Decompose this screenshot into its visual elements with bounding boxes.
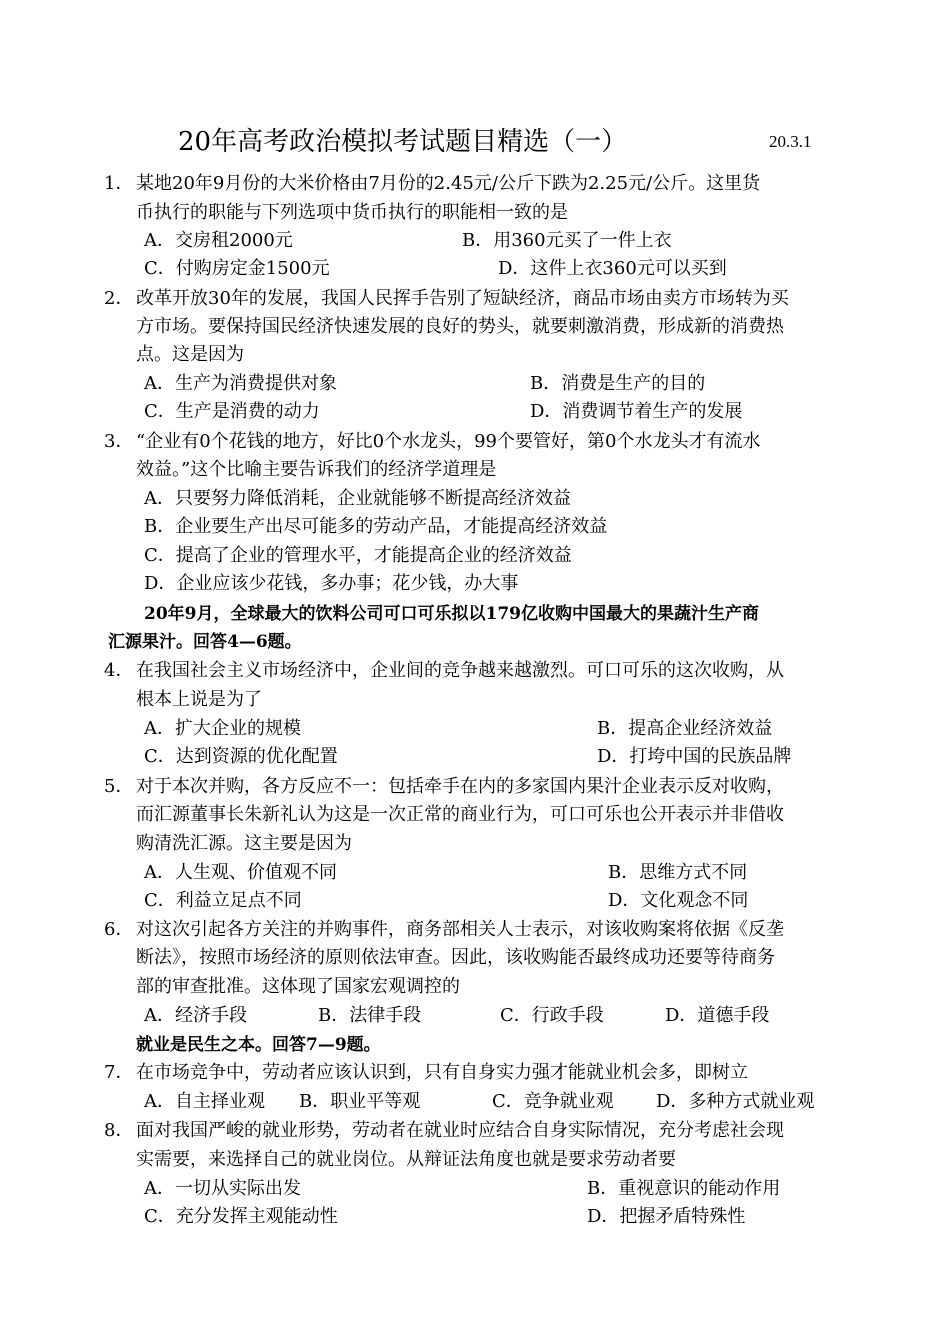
question-text: 面对我国严峻的就业形势，劳动者在就业时应结合自身实际情况，充分考虑社会现 <box>136 1120 784 1141</box>
question-number: 5． <box>104 776 134 797</box>
question-text: 改革开放30年的发展，我国人民挥手告别了短缺经济，商品市场由卖方市场转为买 <box>136 288 789 309</box>
passage-text: 20年9月，全球最大的饮料公司可口可乐拟以179亿收购中国最大的果蔬汁生产商 <box>144 604 759 624</box>
option-b: B．法律手段 <box>318 1005 422 1026</box>
question-text: “企业有0个花钱的地方，好比0个水龙头，99个要管好，第0个水龙头才有流水 <box>136 431 761 452</box>
option-c: C．充分发挥主观能动性 <box>144 1206 338 1227</box>
option-d: D．文化观念不同 <box>608 890 749 911</box>
passage-text: 就业是民生之本。回答7—9题。 <box>136 1035 381 1055</box>
question-number: 8． <box>104 1120 134 1141</box>
option-b: B．消费是生产的目的 <box>530 373 706 394</box>
option-a: A．一切从实际出发 <box>144 1178 301 1199</box>
option-c: C．竞争就业观 <box>492 1091 614 1112</box>
option-b: B．职业平等观 <box>299 1091 421 1112</box>
option-b: B．提高企业经济效益 <box>597 718 773 739</box>
option-c: C．达到资源的优化配置 <box>144 746 338 767</box>
question-text: 效益。”这个比喻主要告诉我们的经济学道理是 <box>136 459 497 480</box>
question-number: 3． <box>104 431 134 452</box>
question-text: 购清洗汇源。这主要是因为 <box>136 833 352 854</box>
question-number: 6． <box>104 919 134 940</box>
option-d: D．把握矛盾特殊性 <box>587 1206 746 1227</box>
question-number: 4． <box>104 660 134 681</box>
option-d: D．道德手段 <box>665 1005 770 1026</box>
question-text: 对这次引起各方关注的并购事件，商务部相关人士表示，对该收购案将依据《反垄 <box>136 919 784 940</box>
option-d: D．消费调节着生产的发展 <box>530 401 743 422</box>
question-text: 对于本次并购，各方反应不一：包括牵手在内的多家国内果汁企业表示反对收购， <box>136 776 784 797</box>
question-text: 实需要，来选择自己的就业岗位。从辩证法角度也就是要求劳动者要 <box>136 1149 676 1170</box>
option-c: C．付购房定金1500元 <box>144 258 330 279</box>
question-text: 某地20年9月份的大米价格由7月份的2.45元/公斤下跌为2.25元/公斤。这里货 <box>136 173 761 194</box>
question-number: 1． <box>104 173 134 194</box>
question-text: 断法》，按照市场经济的原则依法审查。因此，该收购能否最终成功还要等待商务 <box>136 947 775 968</box>
option-c: C．提高了企业的管理水平，才能提高企业的经济效益 <box>144 545 572 566</box>
question-text: 方市场。要保持国民经济快速发展的良好的势头，就要刺激消费，形成新的消费热 <box>136 316 784 337</box>
question-text: 币执行的职能与下列选项中货币执行的职能相一致的是 <box>136 202 568 223</box>
question-number: 2． <box>104 288 134 309</box>
option-b: B．企业要生产出尽可能多的劳动产品，才能提高经济效益 <box>144 516 608 537</box>
question-text: 部的审查批准。这体现了国家宏观调控的 <box>136 976 460 997</box>
option-a: A．生产为消费提供对象 <box>144 373 337 394</box>
option-a: A．交房租2000元 <box>144 230 293 251</box>
question-text: 在市场竞争中，劳动者应该认识到，只有自身实力强才能就业机会多，即树立 <box>136 1062 748 1083</box>
option-b: B．重视意识的能动作用 <box>587 1178 781 1199</box>
option-a: A．扩大企业的规模 <box>144 718 301 739</box>
question-text: 点。这是因为 <box>136 344 244 365</box>
option-b: B．用360元买了一件上衣 <box>462 230 672 251</box>
option-c: C．行政手段 <box>500 1005 604 1026</box>
option-d: D．多种方式就业观 <box>656 1091 815 1112</box>
question-text: 而汇源董事长朱新礼认为这是一次正常的商业行为，可口可乐也公开表示并非借收 <box>136 804 784 825</box>
option-c: C．生产是消费的动力 <box>144 401 320 422</box>
option-b: B．思维方式不同 <box>608 862 748 883</box>
option-a: A．自主择业观 <box>144 1091 265 1112</box>
option-a: A．人生观、价值观不同 <box>144 862 337 883</box>
option-d: D．打垮中国的民族品牌 <box>597 746 792 767</box>
question-text: 在我国社会主义市场经济中，企业间的竞争越来越激烈。可口可乐的这次收购，从 <box>136 660 784 681</box>
question-text: 根本上说是为了 <box>136 689 262 710</box>
option-d: D．这件上衣360元可以买到 <box>498 258 727 279</box>
question-number: 7． <box>104 1062 134 1083</box>
option-c: C．利益立足点不同 <box>144 890 302 911</box>
passage-text: 汇源果汁。回答4—6题。 <box>108 632 302 652</box>
option-d: D．企业应该少花钱，多办事；花少钱，办大事 <box>144 573 519 594</box>
page-title: 20年高考政治模拟考试题目精选（一） <box>178 127 628 157</box>
exam-date: 20.3.1 <box>769 132 812 151</box>
option-a: A．只要努力降低消耗，企业就能够不断提高经济效益 <box>144 488 571 509</box>
option-a: A．经济手段 <box>144 1005 247 1026</box>
